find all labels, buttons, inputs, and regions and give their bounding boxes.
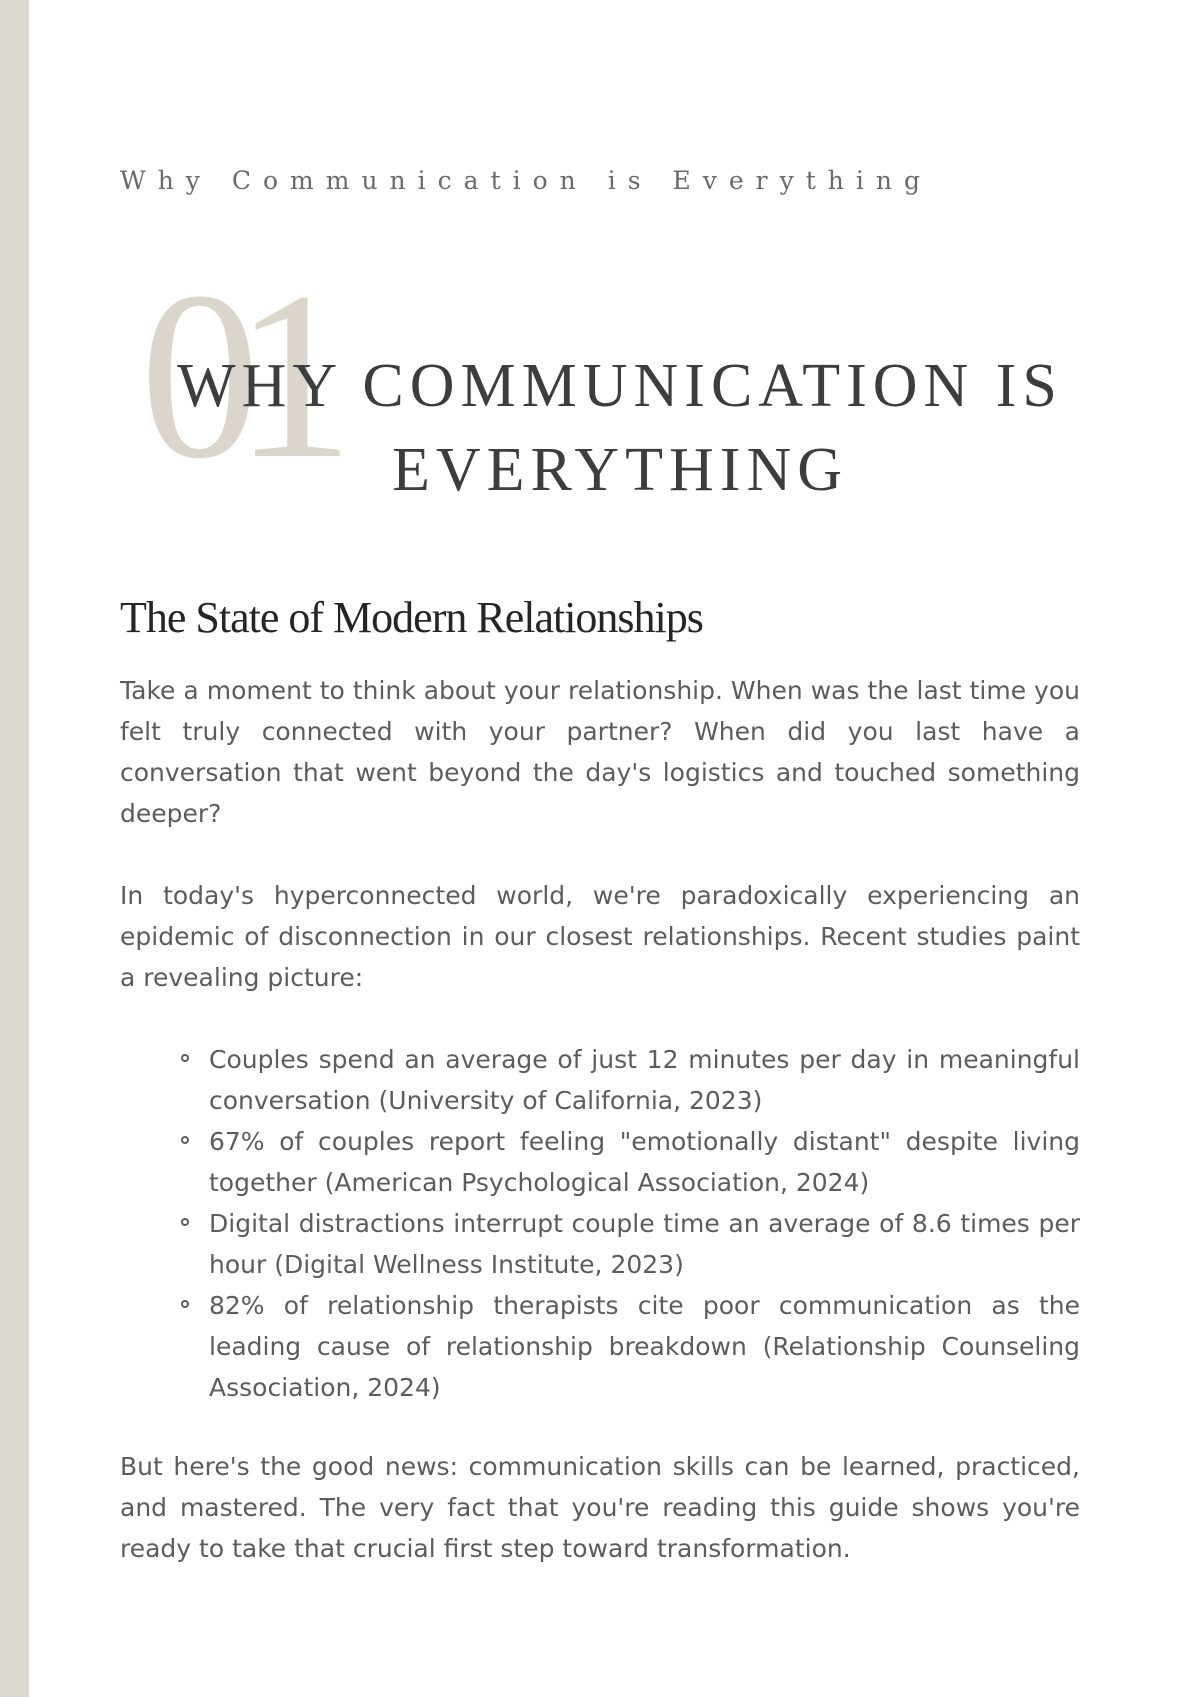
closing-paragraph: But here's the good news: communication skills can be learned, practiced, and mastered. The very fact that you're reading this guide shows you're ready to take that crucial first step toward transformation.	[120, 1452, 1080, 1563]
list-item	[209, 1121, 1080, 1203]
list-item	[209, 1039, 1080, 1121]
section-heading: The State of Modern Relationships	[120, 593, 703, 642]
statistics-list	[209, 1039, 1080, 1408]
intro-paragraph: Take a moment to think about your relationship. When was the last time you felt truly connected with your partner? When did you last have a conversation that went beyond the day's logistics and touched something deeper?	[120, 676, 1080, 828]
decorative-side-bar	[0, 0, 29, 1697]
chapter-title: WHY COMMUNICATION IS EVERYTHING	[177, 352, 1063, 504]
chapter-number: 01	[140, 242, 328, 508]
bullet-circle-icon	[181, 1218, 189, 1226]
bullet-circle-icon	[181, 1054, 189, 1062]
list-item-text: Digital distractions interrupt couple time an average of 8.6 times per hour (Digital Wellness Institute, 2023)	[209, 1209, 1080, 1279]
running-header: Why Communication is Everything	[120, 166, 932, 195]
list-item	[209, 1285, 1080, 1408]
list-item	[209, 1203, 1080, 1285]
bullet-circle-icon	[181, 1300, 189, 1308]
list-item-text: 67% of couples report feeling "emotionally distant" despite living together (American Psychological Association, 2024)	[209, 1127, 1080, 1197]
bullet-circle-icon	[181, 1136, 189, 1144]
list-item-text: 82% of relationship therapists cite poor communication as the leading cause of relationship breakdown (Relationship Counseling Association, 2024)	[209, 1291, 1080, 1402]
list-item-text: Couples spend an average of just 12 minutes per day in meaningful conversation (University of California, 2023)	[209, 1045, 1080, 1115]
context-paragraph: In today's hyperconnected world, we're paradoxically experiencing an epidemic of disconnection in our closest relationships. Recent studies paint a revealing picture:	[120, 881, 1080, 992]
